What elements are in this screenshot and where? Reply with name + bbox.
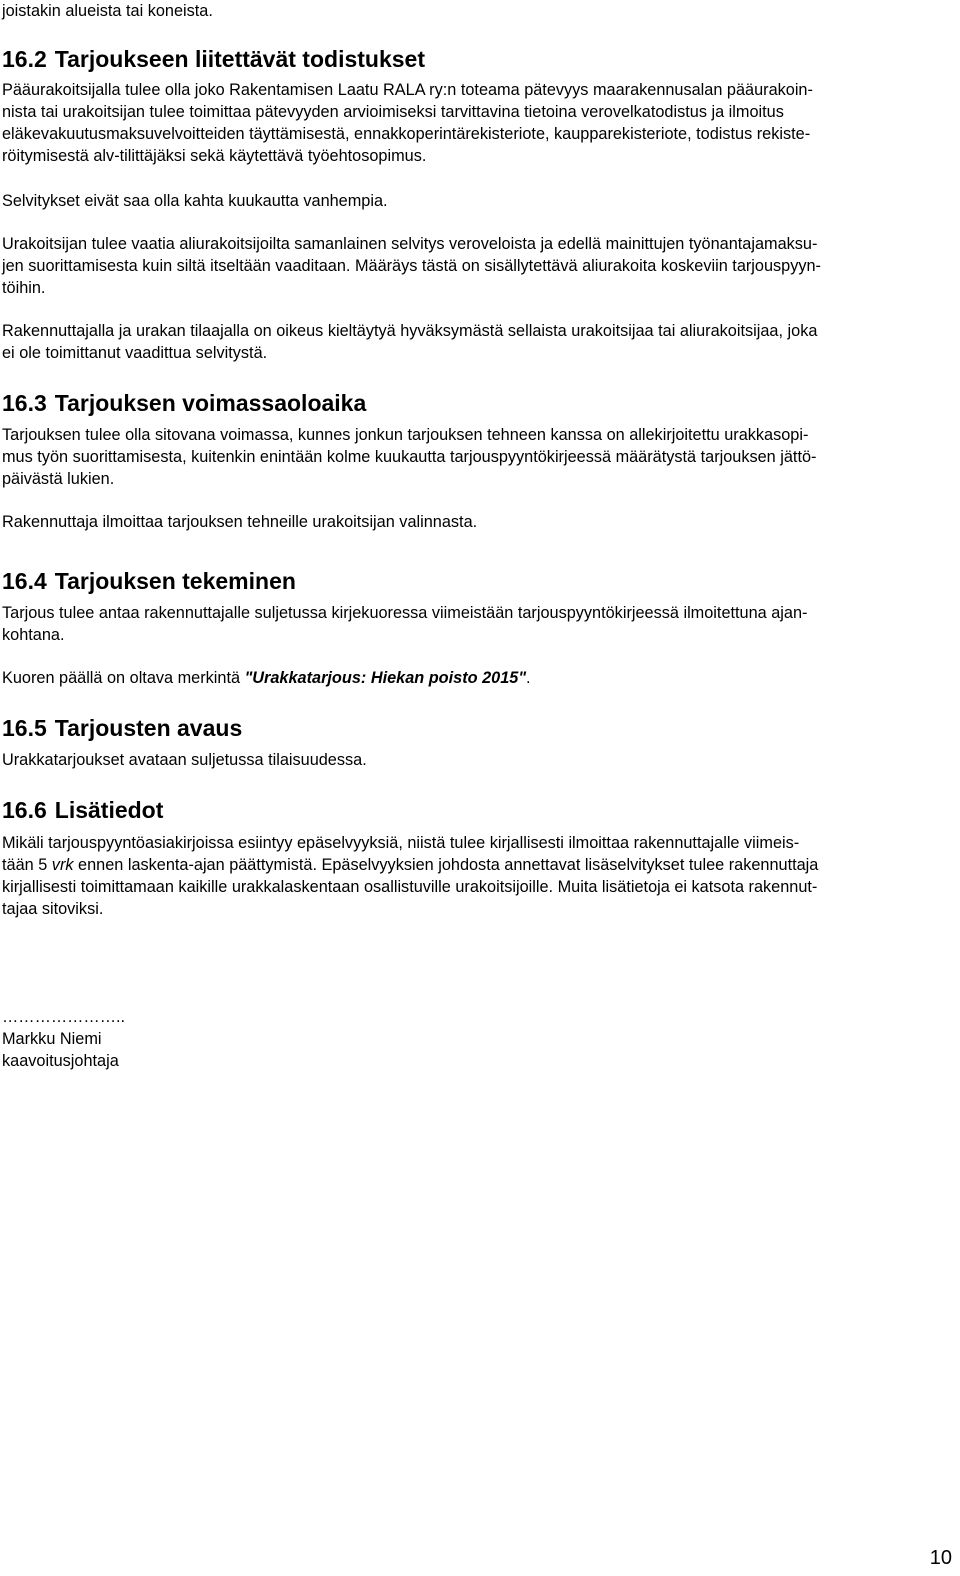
envelope-marking-quote: "Urakkatarjous: Hiekan poisto 2015"	[244, 669, 527, 687]
paragraph-line: jen suorittamisesta kuin siltä itseltään vaaditaan. Määräys tästä on sisällytettävä aliurakoita koskeviin tarjouspyyn-	[2, 257, 821, 275]
section-title: Tarjoukseen liitettävät todistukset	[54, 46, 425, 72]
section-number: 16.4	[2, 568, 47, 594]
paragraph-submission	[2, 602, 807, 646]
paragraph-binding-period	[2, 424, 816, 490]
section-title: Tarjouksen tekeminen	[54, 568, 296, 594]
paragraph-line: päivästä lukien.	[2, 470, 115, 488]
section-heading-16-5	[2, 714, 242, 742]
section-heading-16-6	[2, 796, 163, 824]
paragraph-line: Selvitykset eivät saa olla kahta kuukautta vanhempia.	[2, 192, 388, 210]
section-number: 16.6	[2, 797, 47, 823]
paragraph-line: Pääurakoitsijalla tulee olla joko Rakentamisen Laatu RALA ry:n toteama pätevyys maarakennusalan pääurakoin-	[2, 81, 813, 99]
section-heading-16-3	[2, 389, 366, 417]
paragraph-line: Mikäli tarjouspyyntöasiakirjoissa esiintyy epäselvyyksiä, niistä tulee kirjallisesti ilmoittaa rakennuttajalle viimeis-	[2, 834, 800, 852]
paragraph-qualification	[2, 79, 813, 167]
page-number: 10	[929, 1547, 952, 1569]
section-title: Tarjouksen voimassaoloaika	[54, 390, 367, 416]
text-fragment: tään 5	[2, 856, 52, 874]
section-title: Lisätiedot	[54, 797, 164, 823]
section-heading-16-2	[2, 45, 425, 73]
paragraph-line: Tarjous tulee antaa rakennuttajalle suljetussa kirjekuoressa viimeistään tarjouspyyntökirjeessä ilmoitettuna ajan-	[2, 604, 808, 622]
envelope-marking-suffix: .	[526, 669, 531, 687]
paragraph-line: mus työn suorittamisesta, kuitenkin enintään kolme kuukautta tarjouspyyntökirjeessä määrätystä tarjouksen jättö-	[2, 448, 817, 466]
envelope-marking-prefix: Kuoren päällä on oltava merkintä	[2, 669, 245, 687]
paragraph-notification	[2, 511, 477, 533]
paragraph-line: Urakoitsijan tulee vaatia aliurakoitsijoilta samanlainen selvitys veroveloista ja edellä mainittujen työnantajamaksu-	[2, 235, 818, 253]
paragraph-subcontractors	[2, 233, 821, 299]
paragraph-refusal	[2, 320, 817, 364]
paragraph-line: Rakennuttaja ilmoittaa tarjouksen tehneille urakoitsijan valinnasta.	[2, 513, 478, 531]
paragraph-line: nista tai urakoitsijan tulee toimittaa pätevyyden arvioimiseksi tarvittavina tietoina verovelkatodistus ja ilmoitus	[2, 103, 784, 121]
signature-name: Markku Niemi	[2, 1030, 102, 1048]
section-number: 16.2	[2, 46, 47, 72]
paragraph-line: tajaa sitoviksi.	[2, 900, 104, 918]
paragraph-line: ei ole toimittanut vaadittua selvitystä.	[2, 344, 268, 362]
paragraph-line: röitymisestä alv-tilittäjäksi sekä käytettävä työehtosopimus.	[2, 147, 427, 165]
signature-block	[2, 1006, 125, 1072]
intro-text	[2, 0, 213, 22]
paragraph-additional-info	[2, 832, 818, 920]
paragraph-line: Rakennuttajalla ja urakan tilaajalla on oikeus kieltäytyä hyväksymästä sellaista urakoitsijaa tai aliurakoitsijaa, joka	[2, 322, 818, 340]
paragraph-opening	[2, 749, 367, 771]
paragraph-line: Tarjouksen tulee olla sitovana voimassa, kunnes jonkun tarjouksen tehneen kanssa on allekirjoitettu urakkasopi-	[2, 426, 809, 444]
paragraph-line	[2, 854, 818, 876]
paragraph-line: eläkevakuutusmaksuvelvoitteiden täyttämisestä, ennakkoperintärekisteriote, kaupparekisteriote, todistus rekiste-	[2, 125, 811, 143]
abbreviation-vrk: vrk	[51, 856, 74, 874]
signature-dots: …………………..	[2, 1008, 126, 1026]
section-heading-16-4	[2, 567, 296, 595]
section-number: 16.5	[2, 715, 47, 741]
paragraph-line: Urakkatarjoukset avataan suljetussa tilaisuudessa.	[2, 751, 367, 769]
signature-role: kaavoitusjohtaja	[2, 1052, 119, 1070]
paragraph-envelope-marking	[2, 667, 531, 689]
section-title: Tarjousten avaus	[54, 715, 243, 741]
intro-line: joistakin alueista tai koneista.	[2, 2, 213, 20]
text-fragment: ennen laskenta-ajan päättymistä. Epäselvyyksien johdosta annettavat lisäselvitykset tulee rakennuttaja	[73, 856, 819, 874]
paragraph-line: kohtana.	[2, 626, 65, 644]
paragraph-line	[2, 667, 531, 689]
paragraph-line: kirjallisesti toimittamaan kaikille urakkalaskentaan osallistuville urakoitsijoille. Muita lisätietoja ei katsota rakennut-	[2, 878, 818, 896]
paragraph-line: töihin.	[2, 279, 46, 297]
paragraph-validity	[2, 190, 388, 212]
section-number: 16.3	[2, 390, 47, 416]
